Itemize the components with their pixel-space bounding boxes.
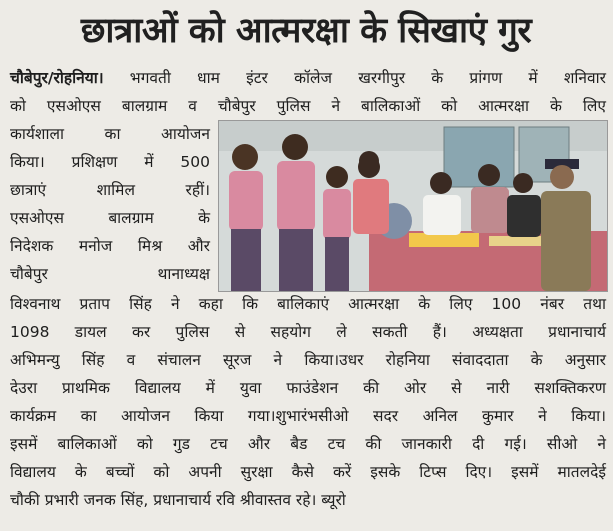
article-line-13: कार्यक्रम का आयोजन किया गया।शुभारंभसीओ सदर अनिल कुमार ने किया। xyxy=(10,407,606,425)
article-line-3: कार्यशाला का आयोजन xyxy=(10,125,210,143)
article-line-6: एसओएस बालग्राम के xyxy=(10,209,210,227)
workshop-photo xyxy=(218,120,608,292)
article-line-7: निदेशक मनोज मिश्र और xyxy=(10,237,210,255)
article-line-2: को एसओएस बालग्राम व चौबेपुर पुलिस ने बालिकाओं को आत्मरक्षा के लिए xyxy=(10,97,606,115)
article-line-15: विद्यालय के बच्चों को अपनी सुरक्षा कैसे करें इसके टिप्स दिए। इसमें मातलदेई xyxy=(10,463,606,481)
article-line-1 xyxy=(10,66,606,90)
article-line-14: इसमें बालिकाओं को गुड टच और बैड टच की जानकारी दी गई। सीओ ने xyxy=(10,435,606,453)
article-line-11: अभिमन्यु सिंह व संचालन सूरज ने किया।उधर रोहनिया संवाददाता के अनुसार xyxy=(10,351,606,369)
article-line-4: किया। प्रशिक्षण में 500 xyxy=(10,153,210,171)
dateline: चौबेपुर/रोहनिया। xyxy=(10,69,104,87)
article-line-16: चौकी प्रभारी जनक सिंह, प्रधानाचार्य रवि श्रीवास्तव रहे। ब्यूरो xyxy=(10,491,346,509)
article-line-8: चौबेपुर थानाध्यक्ष xyxy=(10,265,210,283)
article-line-12: देउरा प्राथमिक विद्यालय में युवा फाउंडेशन की ओर से नारी सशक्तिकरण xyxy=(10,379,606,397)
headline: छात्राओं को आत्मरक्षा के सिखाएं गुर xyxy=(80,11,532,51)
article-line-9: विश्वनाथ प्रताप सिंह ने कहा कि बालिकाएं आत्मरक्षा के लिए 100 नंबर तथा xyxy=(10,295,606,313)
article-line-1-text: भगवती धाम इंटर कॉलेज खरगीपुर के प्रांगण में शनिवार xyxy=(129,69,606,87)
article-line-10: 1098 डायल कर पुलिस से सहयोग ले सकती हैं। अध्यक्षता प्रधानाचार्य xyxy=(10,323,606,341)
workshop-photo-illustration xyxy=(219,121,607,291)
article-line-5: छात्राएं शामिल रहीं। xyxy=(10,181,210,199)
